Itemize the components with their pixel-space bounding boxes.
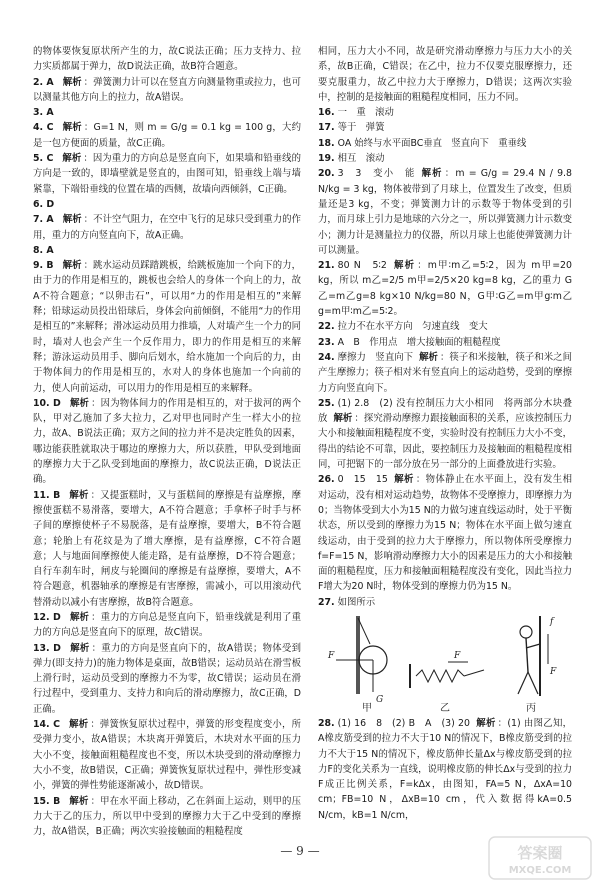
analysis-label: 解析 (69, 489, 89, 501)
answer-number: 27. (318, 596, 335, 608)
physics-figure (318, 614, 572, 714)
answer-item (318, 151, 572, 166)
analysis-label: 解析 (62, 260, 82, 272)
force-label: f (550, 616, 554, 627)
watermark-logo (488, 836, 592, 880)
answer-number: 22. (318, 321, 335, 333)
analysis-text: 的物体要恢复原状所产生的力，故C说法正确；压力支持力、拉力实质都属于弹力，故D说法正确，故B符合题意。 (33, 46, 301, 73)
page-number: — 9 — (280, 844, 320, 858)
answer-item (33, 151, 301, 197)
spring-shape (416, 670, 464, 682)
analysis-label: 解析 (69, 397, 90, 409)
answer-text: (1) 2.8 (2) 没有控制压力大小相同 将两部分木块叠放 (318, 397, 572, 425)
answer-item (318, 44, 572, 105)
answer-item (33, 641, 301, 717)
answer-item (318, 716, 572, 823)
right-column (318, 44, 572, 823)
answer-number: 4. C (33, 122, 54, 134)
answer-number: 19. (318, 153, 335, 165)
answer-text: 摩擦力 竖直向下 (337, 351, 414, 363)
figure-caption: 甲 (362, 702, 372, 714)
answer-number: 16. (318, 107, 335, 119)
analysis-label: 解析 (62, 122, 82, 134)
analysis-text: ：跳水运动员踩踏跳板，给跳板施加一个向下的力，由于力的作用是相互的，跳板也会给人的身体一个向上的力，故A不符合题意；“以卵击石”，可以用“力的作用是相互的”来解释；铅球运动员投出铅球后，身体会向前倾倒，不能用“力的作用是相互的”来解释；滑冰运动员用力推墙，人对墙产生一个力的同时，墙对人也会产生一个反作用力，即力的作用是相互的来解释；游泳运动员用手、脚向后划水，给水施加一个向后的力，由于物体间力的作用是相互的，水对人的身体也施加一个向前的力，使人向前运动，可以用力的作用是相互的来解释。 (33, 260, 301, 394)
analysis-text: ：m = G/g = 29.4 N / 9.8 N/kg = 3 kg，物体被带到了月球上，位置发生了改变，但质量还是3 kg，不变；弹簧测力计的示数等于物体受到的引力，而月球上引力是地球的六分之一，所以弹簧测力计示数变小；测力计是测量拉力的仪器，所以月球上也能使弹簧测力计可以测量。 (318, 168, 572, 256)
force-label: F (454, 650, 461, 661)
analysis-text: ：因为重力的方向总是竖直向下，如果墙和铅垂线的方向是一致的，即墙壁就是竖直的，由图可知，铅垂线上端与墙紧靠，下端铅垂线的位置在墙的西侧，故墙向西倾斜，C正确。 (33, 153, 301, 195)
analysis-text: ：弹簧测力计可以在竖直方向测量物重或拉力，也可以测量其他方向上的拉力，故A错误。 (33, 76, 301, 103)
force-label: F (550, 666, 557, 677)
answer-item (318, 120, 572, 135)
answer-number: 3. A (33, 107, 54, 119)
analysis-text: ：又提蛋糕时，又与蛋糕间的摩擦是有益摩擦，摩擦使蛋糕不易滑落，要增大，A不符合题意；手拿杯子时手与杯子间的摩擦使杯子不易脱落，是有益摩擦，要增大，B不符合题意；轮胎上有花纹是为了增大摩擦，是有益摩擦，C不符合题意；人与地面间摩擦使人能走路，是有益摩擦，D不符合题意；自行车刹车时，闸皮与轮圈间的摩擦是有益摩擦，要增大，A不符合题意，机器轴承的摩擦是有害摩擦，需减小，可以用滚动代替滑动以减小有害摩擦，故B符合题意。 (33, 489, 301, 608)
analysis-label: 解析 (392, 260, 416, 272)
analysis-label: 解析 (62, 76, 82, 88)
answer-item (33, 488, 301, 610)
analysis-text: 拉力不在水平方向 匀速直线 变大 (337, 321, 488, 333)
answer-number: 13. D (33, 642, 61, 654)
figure-caption: 丙 (526, 702, 536, 714)
answer-item (33, 396, 301, 488)
analysis-text: OA 始终与水平面BC垂直 竖直向下 重垂线 (337, 137, 527, 149)
answer-item (33, 258, 301, 396)
answer-number: 21. (318, 260, 335, 272)
answer-text: (1) 16 8 (2) B A (3) 20 (337, 717, 470, 729)
person-head (520, 626, 532, 638)
answer-number: 9. B (33, 260, 54, 272)
answer-item (33, 105, 301, 120)
hand-line (464, 670, 484, 676)
answer-item (318, 396, 572, 472)
answer-number: 15. B (33, 795, 61, 807)
answer-number: 24. (318, 351, 335, 363)
analysis-label: 解析 (69, 642, 90, 654)
answer-number: 18. (318, 137, 335, 149)
answer-item (318, 472, 572, 594)
answer-number: 17. (318, 122, 335, 134)
answer-text: 0 15 15 (337, 474, 388, 486)
answer-number: 20. (318, 168, 335, 180)
analysis-label: 解析 (333, 413, 353, 425)
answer-item (318, 335, 572, 350)
answer-item (33, 243, 301, 258)
analysis-label: 解析 (421, 168, 443, 180)
analysis-label: 解析 (475, 717, 496, 729)
analysis-label: 解析 (419, 351, 438, 363)
answer-item (33, 212, 301, 243)
analysis-label: 解析 (393, 474, 414, 486)
answer-number: 28. (318, 717, 335, 729)
analysis-text: ：重力的方向总是竖直向下，铅垂线就是利用了重力的方向总是竖直向下的原理，故C错误。 (33, 611, 301, 639)
answer-item (33, 75, 301, 106)
answer-number: 23. (318, 336, 335, 348)
left-column (33, 44, 301, 839)
answer-item (318, 595, 572, 610)
answer-number: 11. B (33, 489, 61, 501)
analysis-text: ：筷子和米接触，筷子和米之间产生摩擦力；筷子相对米有竖直向上的运动趋势，受到的摩擦力方向竖直向下。 (318, 351, 572, 394)
analysis-label: 解析 (62, 153, 82, 165)
analysis-text: ：不计空气阻力，在空中飞行的足球只受到重力的作用，重力的方向竖直向下，故A正确。 (33, 214, 301, 241)
svg-text:答案圈: 答案圈 (517, 844, 563, 862)
analysis-text: 相同，压力大小不同，故是研究滑动摩擦力与压力大小的关系，故B正确，C错误；在乙中，拉力不仅要克服摩擦力，还要克服重力，故乙中拉力大于摩擦力，D错误；这两次实验中，控制的是接触面的粗糙程度相同，压力不同。 (318, 46, 572, 103)
force-label: F (328, 650, 335, 661)
answer-item (33, 610, 301, 641)
analysis-label: 解析 (69, 611, 90, 623)
person-leg-2 (528, 672, 538, 694)
answer-item (318, 258, 572, 319)
analysis-text: ：(1) 由图乙知，A橡皮筋受到的拉力不大于10 N的情况下，B橡皮筋受到的拉力不大于15 N的情况下，橡皮筋伸长量Δx与橡皮筋受到的拉力F的变化关系为一直线，说明橡皮筋的伸长Δx与受到的拉力F成正比例关系，F=kΔx，由图知，FA=5 N，ΔxA=10 cm；FB=10 N，ΔxB=10 cm，代入数据得kA=0.5 N/cm，kB=1 N/cm， (318, 717, 572, 821)
answer-item (33, 717, 301, 793)
answer-item (33, 44, 301, 75)
answer-number: 26. (318, 474, 335, 486)
svg-text:MXQE.COM: MXQE.COM (508, 865, 572, 876)
analysis-text: 等于 弹簧 (337, 122, 385, 134)
analysis-text: ：重力的方向是竖直向下的，故A错误；物体受到弹力(即支持力)的施力物体是桌面，故B错误；运动员站在滑雪板上滑行时，运动员受到的摩擦力不为零，故C错误；运动员在滑行过程中，受到重力、支持力和向后的滑动摩擦力，故C正确，D正确。 (33, 642, 301, 715)
person-arm (526, 644, 540, 648)
answer-number: 5. C (33, 153, 54, 165)
analysis-text: ：因为物体间力的作用是相互的，对于拔河的两个队，甲对乙施加了多大拉力，乙对甲也同时产生一样大小的拉力，故A、B说法正确；双方之间的拉力并不是决定胜负的因素，哪边能获胜就取决于哪边的摩擦力大，所以获胜，甲队受到地面的摩擦力大于乙队受到地面的摩擦力，故C说法正确，D说法正确。 (33, 397, 301, 486)
answer-text: 3 3 变小 能 (337, 168, 416, 180)
answer-item (318, 350, 572, 396)
force-label: G (376, 694, 384, 705)
analysis-text: ：弹簧恢复原状过程中，弹簧的形变程度变小，所受弹力变小，故A错误；木块离开弹簧后，木块对水平面的压力大小不变，接触面粗糙程度也不变，所以木块受到的滑动摩擦力大小不变，故B错误，C正确；弹簧恢复原状过程中，弹性形变减小，弹簧的弹性势能逐渐减小，故D错误。 (33, 719, 301, 792)
analysis-text: ：物体静止在水平面上，没有发生相对运动，没有相对运动趋势，故物体不受摩擦力，即摩擦力为0；当物体受到大小为15 N的力做匀速直线运动时，处于平衡状态，所以受到的摩擦力为15 N；物体在水平面上做匀速直线运动，由于受到的拉力大于摩擦力，所以物体所受摩擦力f=F=15 N，影响滑动摩擦力大小的因素是压力的大小和接触面的粗糙程度，压力和接触面粗糙程度没有变化，因此当拉力F增大为20 N时，物体受到的摩擦力仍为15 N。 (318, 474, 572, 593)
analysis-text: ：G=1 N，则 m = G/g = 0.1 kg = 100 g，大约是一包方便面的质量，故C正确。 (33, 122, 301, 149)
analysis-label: 解析 (62, 214, 82, 226)
analysis-text: 相互 滚动 (337, 153, 385, 165)
answer-number: 8. A (33, 244, 54, 256)
answer-number: 14. C (33, 719, 60, 731)
answer-item (33, 794, 301, 840)
answer-number: 6. D (33, 198, 55, 210)
analysis-text: ：m甲∶m乙=5∶2，因为 m甲=20 kg，所以 m乙=2/5 m甲=2/5×20 kg=8 kg，乙的重力 G乙=m乙g=8 kg×10 N/kg=80 N，G甲∶G乙=m甲g∶m乙g=m甲∶m乙=5∶2。 (318, 260, 572, 318)
answer-item (318, 166, 572, 258)
answer-number: 10. D (33, 397, 61, 409)
analysis-text: ：甲在水平面上移动，乙在斜面上运动，则甲的压力大于乙的压力，所以甲中受到的摩擦力大于乙中受到的摩擦力，故A错误，B正确；两次实验接触面的粗糙程度 (33, 795, 301, 838)
analysis-text: 一 重 滚动 (337, 107, 394, 119)
answer-number: 2. A (33, 76, 54, 88)
answer-item (33, 120, 301, 151)
answer-number: 7. A (33, 214, 54, 226)
person-leg (518, 672, 528, 694)
answer-text: 80 N 5∶2 (337, 260, 387, 272)
analysis-label: 解析 (68, 719, 89, 731)
answer-number: 12. D (33, 611, 61, 623)
analysis-text: ：探究滑动摩擦力跟接触面积的关系，应该控制压力大小和接触面粗糙程度不变，实验时没有控制压力大小不变，得出的结论不可靠，因此，要控制压力及接触面的粗糙程度相同，可把锯下的一部分放在另一部分的上面叠放进行实验。 (318, 413, 572, 471)
analysis-label: 解析 (69, 795, 89, 807)
analysis-text: A B 作用点 增大接触面的粗糙程度 (337, 336, 501, 348)
answer-item (318, 105, 572, 120)
answer-item (33, 197, 301, 212)
answer-item (318, 136, 572, 151)
figure-caption: 乙 (440, 702, 450, 714)
person-body (526, 638, 528, 672)
figure-svg (318, 614, 572, 714)
answer-number: 25. (318, 397, 335, 409)
analysis-text: 如图所示 (337, 596, 376, 608)
answer-item (318, 319, 572, 334)
